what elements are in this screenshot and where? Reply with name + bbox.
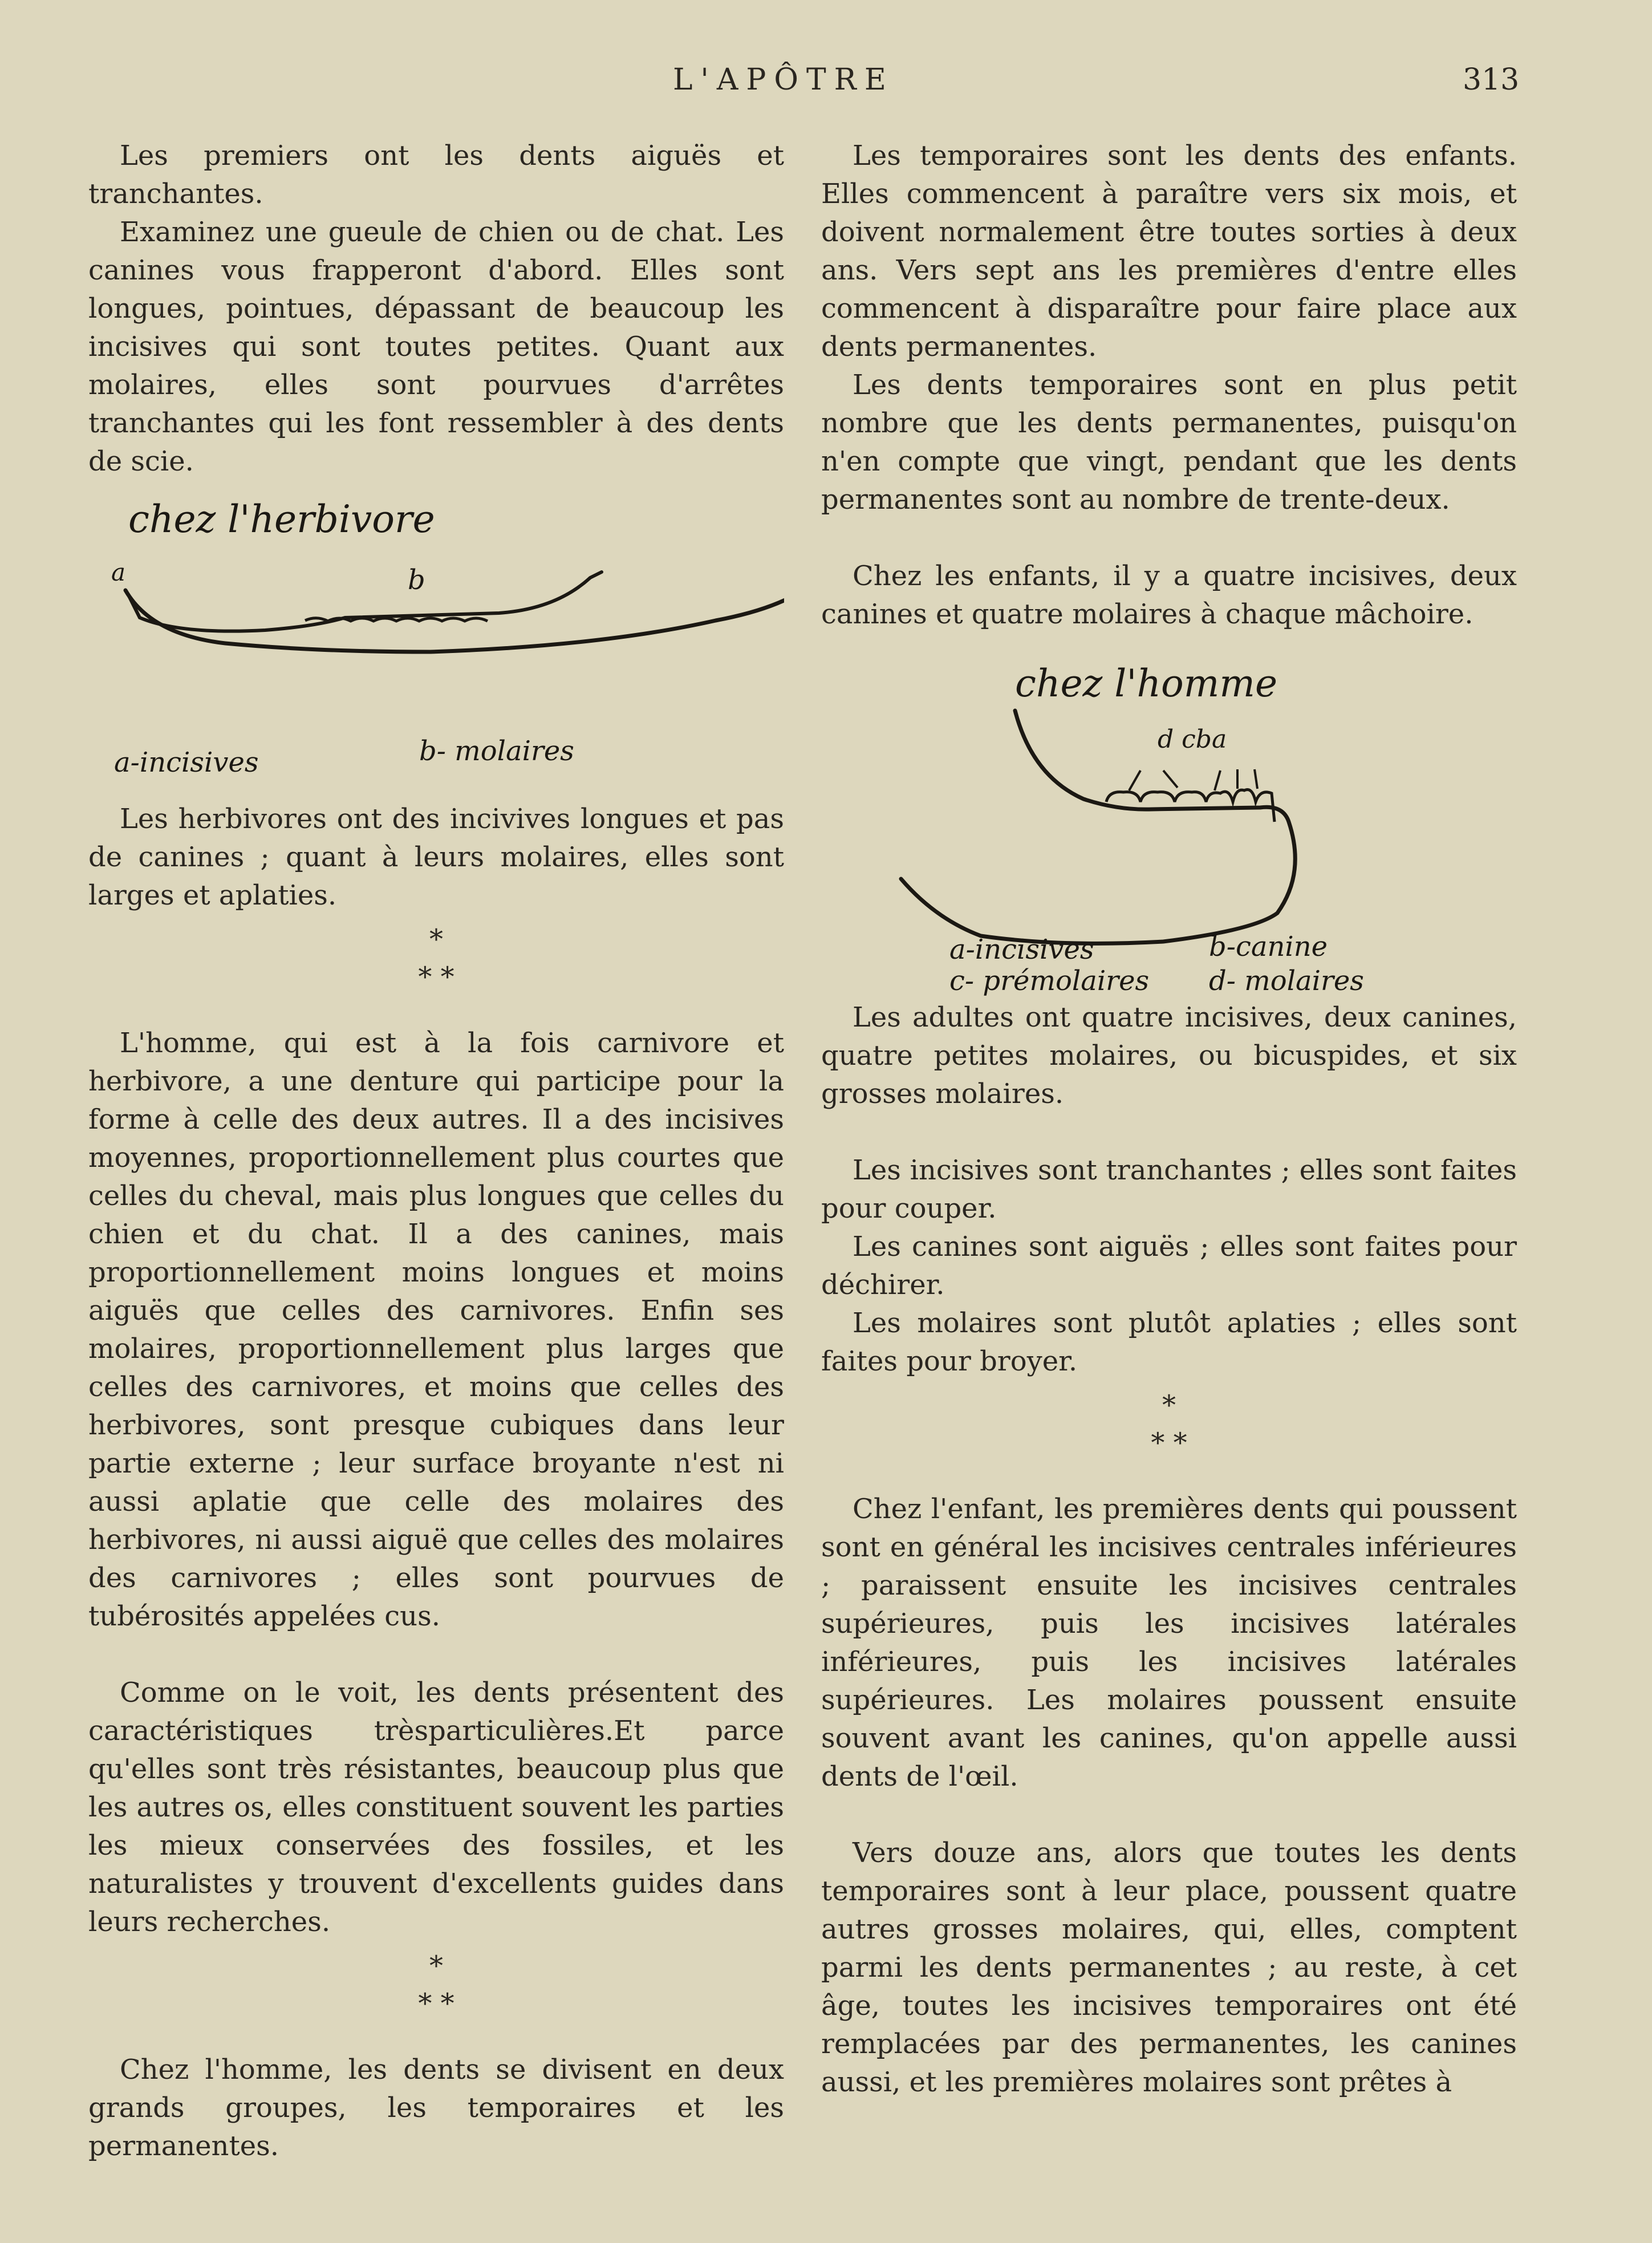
separator-stars: * * (418, 961, 454, 993)
figure-label-a: a (111, 558, 126, 586)
figure-title: chez l'herbivore (128, 497, 435, 541)
human-jaw-sketch (821, 634, 1517, 999)
caption-canine: b-canine (1209, 931, 1328, 963)
page-header (0, 63, 1652, 103)
caption-premolaires: c- prémolaires (949, 965, 1150, 997)
paragraph: Les premiers ont les dents aiguës et tranchantes. (88, 140, 784, 210)
figure-title: chez l'homme (1015, 662, 1278, 705)
paragraph: Les herbivores ont des incivives longues et pas de canines ; quant à leurs molaires, elles sont larges et aplaties. (88, 803, 784, 911)
separator-star: * (429, 1950, 443, 1982)
figure-label-b: b (408, 564, 425, 596)
separator-star: * (1162, 1389, 1176, 1421)
jaw-outline (901, 711, 1295, 943)
molars-row (305, 618, 488, 621)
paragraph: Examinez une gueule de chien ou de chat. Les canines vous frapperont d'abord. Elles sont longues, pointues, dépassant de beaucoup les incisives qui sont toutes petites. Quant aux molaires, elles sont pourvues d'arrêtes tranchantes qui les font ressembler à des dents de scie. (88, 216, 784, 477)
paragraph: Les adultes ont quatre incisives, deux canines, quatre petites molaires, ou bicuspides, et six grosses molaires. (821, 1001, 1517, 1110)
paragraph: Vers douze ans, alors que toutes les dents temporaires sont à leur place, poussent quatre autres grosses molaires, qui, elles, comptent parmi les dents permanentes ; au reste, à cet âge, toutes les incisives temporaires ont été remplacées par des permanentes, les canines aussi, et les premières molaires sont prêtes à (821, 1837, 1517, 2098)
label-pointer-lines (1129, 769, 1257, 790)
figure-tooth-labels: d cba (1158, 725, 1227, 754)
jaw-outline (125, 590, 784, 652)
teeth-row (1106, 790, 1274, 822)
separator-stars: * * (1151, 1427, 1187, 1459)
section-separator (821, 1386, 1517, 1462)
paragraph: Chez les enfants, il y a quatre incisives, deux canines et quatre molaires à chaque mâchoire. (821, 560, 1517, 630)
left-column (88, 137, 784, 2165)
separator-stars: * * (418, 1988, 454, 2019)
paragraph: L'homme, qui est à la fois carnivore et herbivore, a une denture qui participe pour la forme à celle des deux autres. Il a des incisives moyennes, proportionnellement plus courtes que celles du cheval, mais plus longues que celles du chien et du chat. Il a des canines, mais proportionnellement moins longues et moins aiguës que celles des carnivores. Enfin ses molaires, proportionnellement plus larges que celles des carnivores, et moins que celles des herbivores, sont presque cubiques dans leur partie externe ; leur surface broyante n'est ni aussi aplatie que celle des molaires des herbivores, ni aussi aiguë que celles des molaires des carnivores ; elles sont pourvues de tubérosités appelées cus. (88, 1027, 784, 1632)
paragraph: Les dents temporaires sont en plus petit nombre que les dents permanentes, puisqu'on n'en compte que vingt, pendant que les dents permanentes sont au nombre de trente-deux. (821, 369, 1517, 516)
page-number: 313 (1463, 63, 1520, 97)
paragraph: Les canines sont aiguës ; elles sont faites pour déchirer. (821, 1231, 1517, 1301)
paragraph: Comme on le voit, les dents présentent des caractéristiques trèsparticulières.Et parce qu'elles sont très résistantes, beaucoup plus que les autres os, elles constituent souvent les parties les mieux conservées des fossiles, et les naturalistes y trouvent d'excellents guides dans leurs recherches. (88, 1677, 784, 1938)
section-separator (88, 1947, 784, 2022)
herbivore-jaw-sketch (88, 481, 784, 800)
paragraph: Chez l'enfant, les premières dents qui poussent sont en général les incisives centrales inférieures ; paraissent ensuite les incisives centrales supérieures, puis les incisives latérales inférieures, puis les incisives latérales supérieures. Les molaires poussent ensuite souvent avant les canines, qu'on appelle aussi dents de l'œil. (821, 1493, 1517, 1792)
separator-star: * (429, 923, 443, 955)
jaw-inner-line (128, 572, 602, 631)
paragraph: Chez l'homme, les dents se divisent en deux grands groupes, les temporaires et les permanentes. (88, 2054, 784, 2162)
right-column (821, 137, 1517, 2102)
section-separator (88, 920, 784, 996)
caption-molaires: d- molaires (1209, 965, 1364, 997)
caption-incisives: a-incisives (114, 747, 259, 778)
paragraph: Les incisives sont tranchantes ; elles sont faites pour couper. (821, 1154, 1517, 1224)
caption-molaires: b- molaires (419, 735, 574, 767)
running-title: L'APÔTRE (673, 63, 894, 97)
paragraph: Les temporaires sont les dents des enfants. Elles commencent à paraître vers six mois, et doivent normalement être toutes sorties à deux ans. Vers sept ans les premières d'entre elles commencent à disparaître pour faire place aux dents permanentes. (821, 140, 1517, 363)
caption-incisives: a-incisives (949, 934, 1094, 966)
paragraph: Les molaires sont plutôt aplaties ; elles sont faites pour broyer. (821, 1307, 1517, 1377)
